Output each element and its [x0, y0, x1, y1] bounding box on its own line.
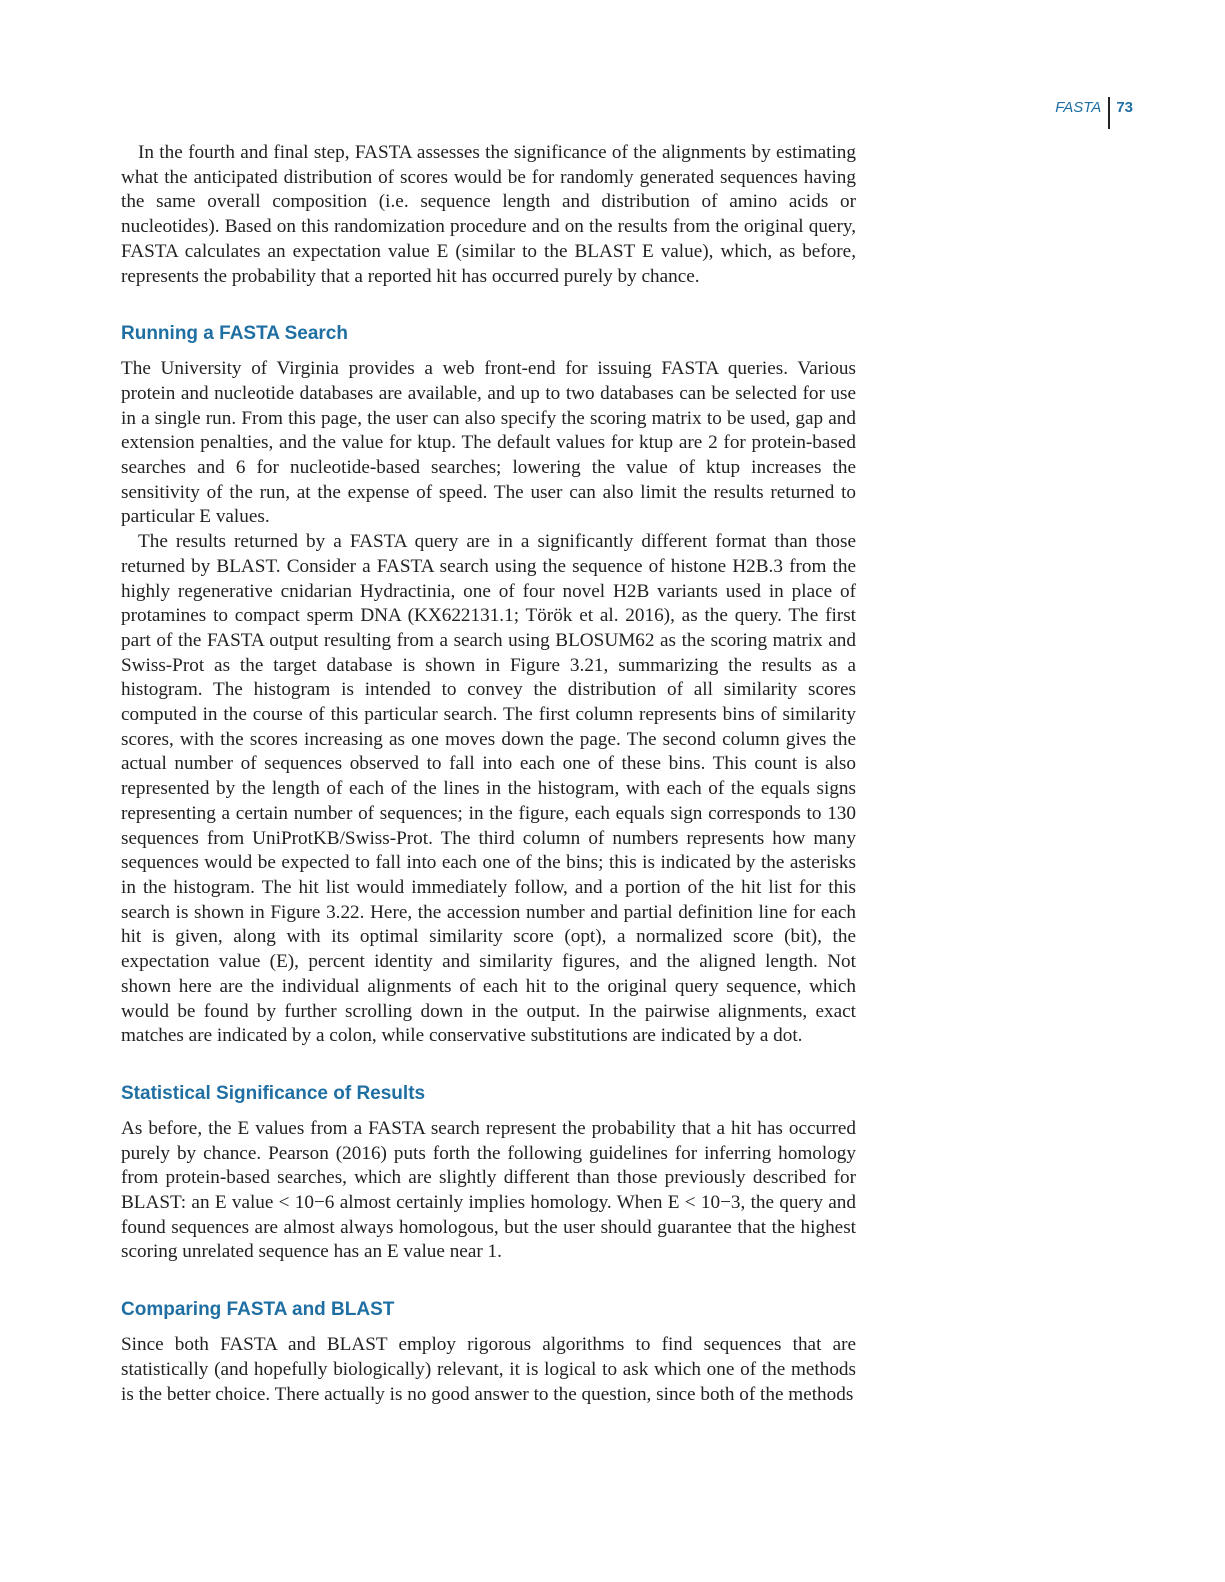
paragraph-fasta-results-format: The results returned by a FASTA query are in a significantly different format than those returned by BLAST. Consider a FASTA search using the sequence of histone H2B.3 from the highly regenerative cnidarian Hydractinia, one of four novel H2B variants used in place of protamines to compact sperm DNA (KX622131.1; Török et al. 2016), as the query. The first part of the FASTA output resulting from a search using BLOSUM62 as the scoring matrix and Swiss-Prot as the target database is shown in Figure 3.21, summarizing the results as a histogram. The histogram is intended to convey the distribution of all similarity scores computed in the course of this particular search. The first column represents bins of similarity scores, with the scores increasing as one moves down the page. The second column gives the actual number of sequences observed to fall into each one of these bins. This count is also represented by the length of each of the lines in the histogram, with each of the equals signs representing a certain number of sequences; in the figure, each equals sign corresponds to 130 sequences from UniProtKB/Swiss-Prot. The third column of numbers represents how many sequences would be expected to fall into each one of the bins; this is indicated by the asterisks in the histogram. The hit list would immediately follow, and a portion of the hit list for this search is shown in Figure 3.22. Here, the accession number and partial definition line for each hit is given, along with its optimal similarity score (opt), a normalized score (bit), the expectation value (E), percent identity and similarity figures, and the aligned length. Not shown here are the individual alignments of each hit to the original query sequence, which would be found by further scrolling down in the output. In the pairwise alignments, exact matches are indicated by a colon, while conservative substitutions are indicated by a dot.: [121, 531, 856, 1047]
running-title: FASTA: [1055, 99, 1102, 116]
running-head: [1055, 97, 1133, 129]
paragraph-e-value-guidelines: As before, the E values from a FASTA search represent the probability that a hit has occurred purely by chance. Pearson (2016) puts forth the following guidelines for inferring homology from protein-based searches, which are slightly different than those previously described for BLAST: an E value < 10−6 almost certainly implies homology. When E < 10−3, the query and found sequences are almost always homologous, but the user should guarantee that the highest scoring unrelated sequence has an E value near 1.: [121, 1117, 856, 1263]
paragraph-web-front-end: The University of Virginia provides a web front-end for issuing FASTA queries. Various protein and nucleotide databases are available, and up to two databases can be selected for use in a single run. From this page, the user can also specify the scoring matrix to be used, gap and extension penalties, and the value for ktup. The default values for ktup are 2 for protein-based searches and 6 for nucleotide-based searches; lowering the value of ktup increases the sensitivity of the run, at the expense of speed. The user can also limit the results returned to particular E values.: [121, 358, 856, 528]
heading-comparing-fasta-blast: Comparing FASTA and BLAST: [121, 1299, 395, 1321]
page-number: 73: [1116, 99, 1133, 116]
page-body: [121, 141, 856, 1407]
heading-statistical-significance: Statistical Significance of Results: [121, 1082, 426, 1104]
paragraph-fasta-vs-blast: Since both FASTA and BLAST employ rigorous algorithms to find sequences that are statistically (and hopefully biologically) relevant, it is logical to ask which one of the methods is the better choice. There actually is no good answer to the question, since both of the methods: [121, 1334, 856, 1405]
paragraph-final-step: In the fourth and final step, FASTA assesses the significance of the alignments by estimating what the anticipated distribution of scores would be for randomly generated sequences having the same overall composition (i.e. sequence length and distribution of amino acids or nucleotides). Based on this randomization procedure and on the results from the original query, FASTA calculates an expectation value E (similar to the BLAST E value), which, as before, represents the probability that a reported hit has occurred purely by chance.: [121, 142, 856, 287]
heading-running-fasta-search: Running a FASTA Search: [121, 323, 348, 345]
